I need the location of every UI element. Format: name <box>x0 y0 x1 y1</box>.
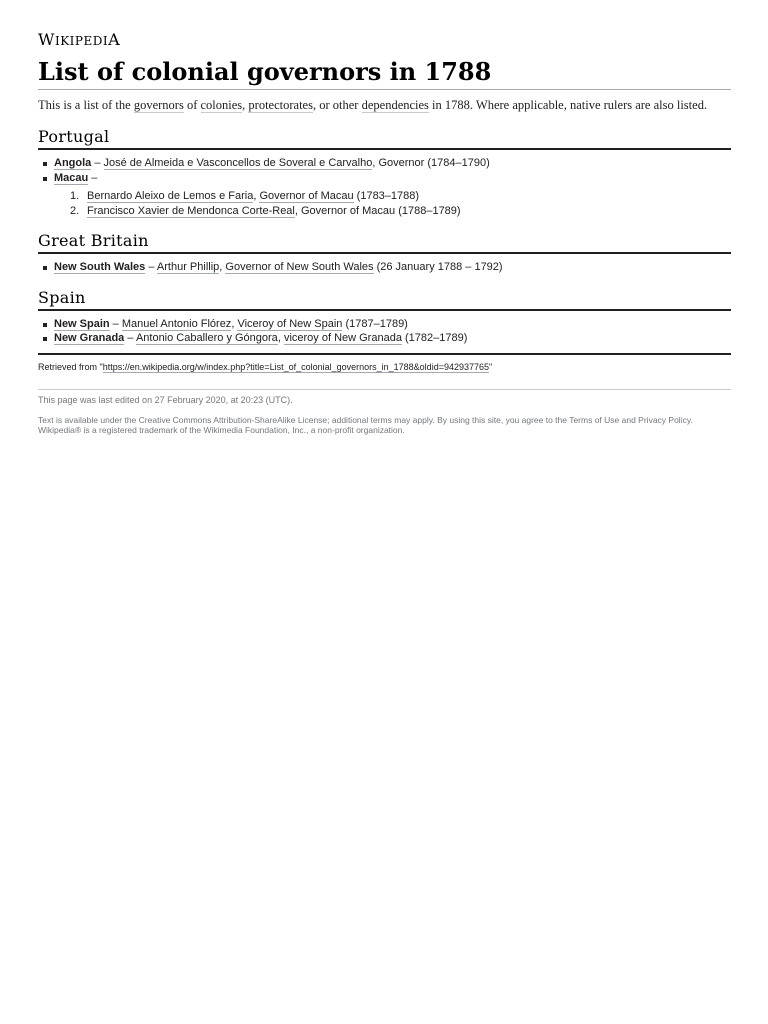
link-arthur-phillip[interactable]: Arthur Phillip <box>156 261 220 273</box>
retrieved-url-link[interactable]: https://en.wikipedia.org/w/index.php?title=List_of_colonial_governors_in_1788&oldid=942937765 <box>102 361 489 372</box>
intro-text: of <box>183 98 201 112</box>
separator: – <box>91 157 104 169</box>
item-details: (1782–1789) <box>401 332 468 344</box>
wordmark-initial: W <box>38 30 55 49</box>
list-item-angola <box>38 156 731 171</box>
list-item-macau <box>38 171 731 219</box>
separator: , <box>253 190 260 202</box>
separator: – <box>88 171 98 184</box>
section-heading-great-britain: Great Britain <box>38 230 731 254</box>
link-governor-macau-1[interactable]: Bernardo Aleixo de Lemos e Faria <box>87 190 254 202</box>
list-item-new-south-wales <box>38 260 731 275</box>
link-governor-angola[interactable]: José de Almeida e Vasconcellos de Soveral e Carvalho <box>103 157 373 169</box>
link-new-spain[interactable]: New Spain <box>54 317 110 330</box>
link-new-granada[interactable]: New Granada <box>54 332 125 344</box>
wordmark-final: A <box>108 30 121 49</box>
intro-paragraph <box>38 96 731 114</box>
link-governors[interactable]: governors <box>133 98 184 112</box>
link-governor-macau-2[interactable]: Francisco Xavier de Mendonca Corte-Real <box>87 204 295 217</box>
macau-governors-list <box>54 189 731 218</box>
section-heading-spain: Spain <box>38 287 731 311</box>
page-footer <box>38 389 731 435</box>
link-macau[interactable]: Macau <box>54 171 89 184</box>
separator: – <box>145 261 157 273</box>
list-item-macau-governor-2 <box>70 204 731 219</box>
retrieved-prefix: Retrieved from " <box>38 361 103 372</box>
link-governor-of-new-south-wales[interactable]: Governor of New South Wales <box>225 261 374 273</box>
list-item-macau-governor-1 <box>70 189 731 204</box>
great-britain-list <box>38 260 731 275</box>
item-details: , Governor of Macau (1788–1789) <box>294 204 461 217</box>
intro-text: in 1788. Where applicable, native rulers are also listed. <box>428 98 708 112</box>
list-number: 2. <box>70 204 80 217</box>
link-viceroy-of-new-granada[interactable]: viceroy of New Granada <box>283 332 402 344</box>
separator: , <box>219 261 226 273</box>
link-viceroy-of-new-spain[interactable]: Viceroy of New Spain <box>237 317 343 330</box>
intro-text: , or other <box>312 98 362 112</box>
license-text: Text is available under the Creative Commons Attribution-ShareAlike License; additional terms may apply. By using this site, you agree to the Terms of Use and Privacy Policy. Wikipedia® is a registered trademark of the Wikimedia Foundation, Inc., a non-profit organization. <box>38 414 693 435</box>
link-new-south-wales[interactable]: New South Wales <box>54 261 146 273</box>
wordmark-middle: IKIPEDI <box>54 34 109 48</box>
separator: – <box>124 332 136 344</box>
separator: , <box>277 332 284 344</box>
section-heading-portugal: Portugal <box>38 126 731 150</box>
last-edited-text: This page was last edited on 27 February 2020, at 20:23 (UTC). <box>38 394 293 405</box>
item-details: (1783–1788) <box>353 190 420 202</box>
link-protectorates[interactable]: protectorates <box>248 98 313 112</box>
link-colonies[interactable]: colonies <box>200 98 243 112</box>
list-item-new-spain <box>38 317 731 332</box>
list-item-new-granada <box>38 331 731 346</box>
link-manuel-antonio-florez[interactable]: Manuel Antonio Flórez <box>121 317 232 330</box>
separator: , <box>231 317 238 330</box>
link-dependencies[interactable]: dependencies <box>361 98 429 112</box>
item-details: (1787–1789) <box>342 317 408 330</box>
link-angola[interactable]: Angola <box>54 157 92 169</box>
retrieved-suffix: " <box>489 361 493 372</box>
link-governor-of-macau[interactable]: Governor of Macau <box>259 190 354 202</box>
item-details: (26 January 1788 – 1792) <box>373 261 503 273</box>
item-details: , Governor (1784–1790) <box>372 157 490 169</box>
portugal-list <box>38 156 731 218</box>
intro-text: This is a list of the <box>38 98 134 112</box>
article-page <box>38 30 731 435</box>
intro-text: , <box>242 98 249 112</box>
separator: – <box>109 317 122 330</box>
page-title: List of colonial governors in 1788 <box>38 57 731 90</box>
wikipedia-wordmark[interactable] <box>38 30 731 51</box>
spain-list <box>38 317 731 346</box>
retrieved-from <box>38 353 731 373</box>
link-antonio-caballero-y-gongora[interactable]: Antonio Caballero y Góngora <box>135 332 278 344</box>
list-number: 1. <box>70 190 80 202</box>
